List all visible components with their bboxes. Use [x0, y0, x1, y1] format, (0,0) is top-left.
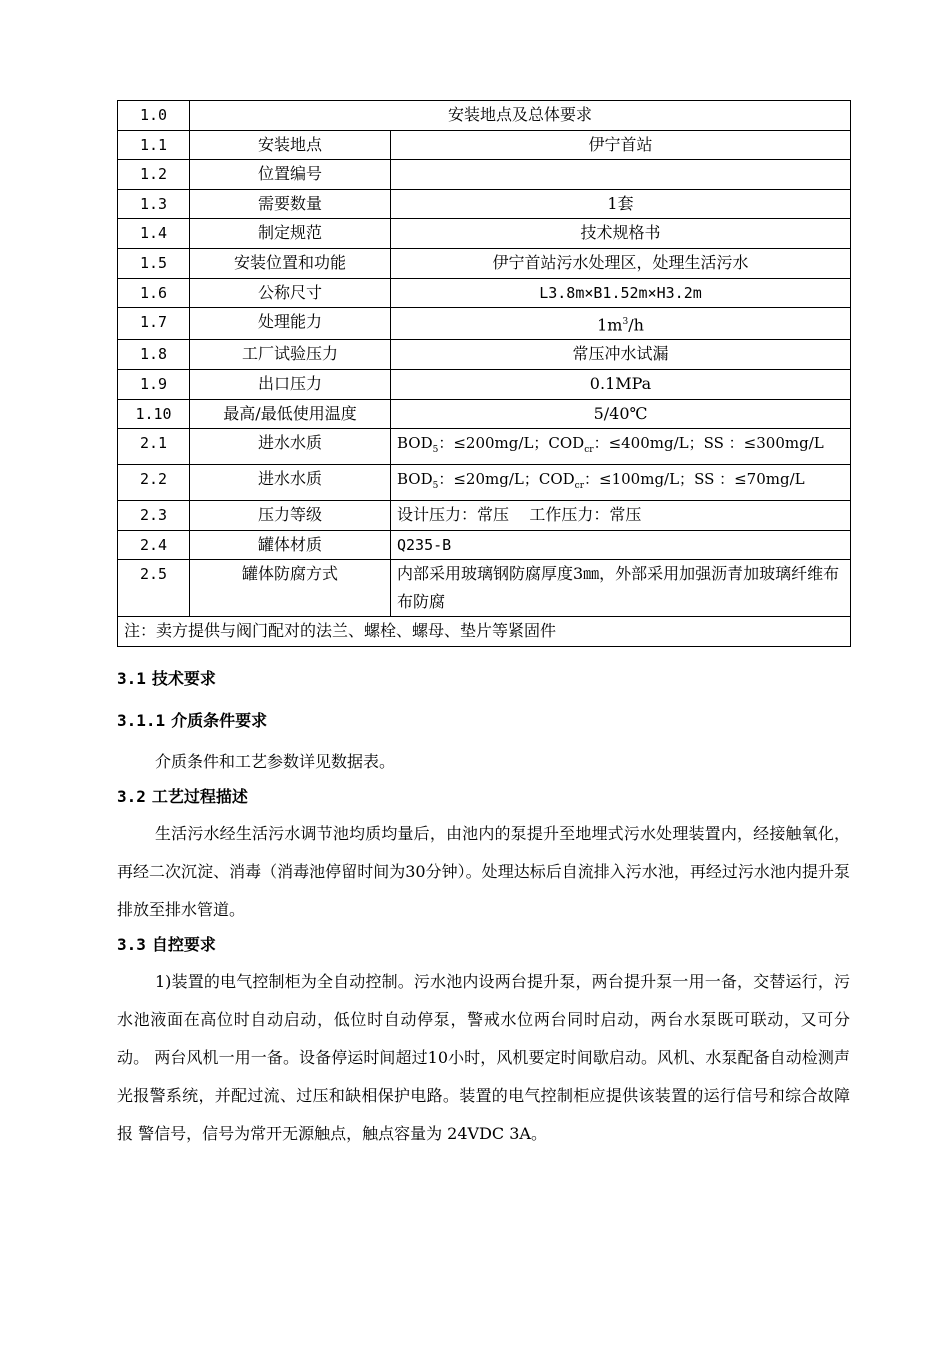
- row-value: 常压冲水试漏: [391, 340, 851, 370]
- row-value: L3.8m×B1.52m×H3.2m: [391, 278, 851, 308]
- capacity-superscript: 3: [622, 317, 629, 328]
- table-note-row: [118, 617, 851, 647]
- row-label: 压力等级: [190, 501, 391, 531]
- cod-label: COD: [538, 470, 575, 489]
- document-page: [117, 100, 850, 1153]
- section-heading: [117, 669, 850, 689]
- table-row: [118, 560, 851, 617]
- section-number: 3.1.1: [117, 711, 166, 731]
- row-label: 处理能力: [190, 308, 391, 340]
- row-label: 需要数量: [190, 189, 391, 219]
- row-number: 2.3: [118, 501, 190, 531]
- capacity-unit: /h: [628, 315, 644, 335]
- bod-subscript: 5: [432, 445, 439, 456]
- section-body: 介质条件和工艺参数详见数据表。: [155, 752, 396, 772]
- row-value: 内部采用玻璃钢防腐厚度3㎜，外部采用加强沥青加玻璃纤维布布防腐: [391, 560, 851, 617]
- row-label: 制定规范: [190, 219, 391, 249]
- row-value: [391, 429, 851, 465]
- row-number: 2.2: [118, 465, 190, 501]
- row-number: 1.6: [118, 278, 190, 308]
- table-row: [118, 501, 851, 531]
- row-number: 1.3: [118, 189, 190, 219]
- section-number: 3.3: [117, 935, 146, 955]
- row-value: 0.1MPa: [391, 370, 851, 400]
- row-value: 1套: [391, 189, 851, 219]
- row-value: [391, 160, 851, 190]
- cod-subscript: cr: [584, 445, 594, 456]
- cod-label: COD: [548, 434, 585, 453]
- row-label: 位置编号: [190, 160, 391, 190]
- table-row: [118, 248, 851, 278]
- section-heading: [117, 935, 850, 955]
- section-heading: [117, 711, 850, 731]
- table-row: [118, 429, 851, 465]
- section-number: 3.1: [117, 669, 146, 689]
- section-title: 技术要求: [151, 669, 216, 689]
- row-value: [391, 465, 851, 501]
- row-number: 1.4: [118, 219, 190, 249]
- ss-value: SS ：≤70mg/L: [694, 470, 805, 489]
- row-number: 1.10: [118, 399, 190, 429]
- row-value: 伊宁首站: [391, 130, 851, 160]
- section-title: 工艺过程描述: [151, 787, 248, 807]
- table-row: [118, 278, 851, 308]
- table-row: [118, 219, 851, 249]
- row-number: 2.5: [118, 560, 190, 617]
- table-row: [118, 399, 851, 429]
- bod-value: ：≤20mg/L；: [438, 470, 539, 489]
- table-row: [118, 130, 851, 160]
- table-row: [118, 465, 851, 501]
- section-heading: [117, 787, 850, 807]
- row-value: Q235-B: [391, 530, 851, 560]
- row-label: 罐体防腐方式: [190, 560, 391, 617]
- row-value: 技术规格书: [391, 219, 851, 249]
- section-number: 3.2: [117, 787, 146, 807]
- row-value: [391, 308, 851, 340]
- row-label: 最高/最低使用温度: [190, 399, 391, 429]
- row-number: 1.1: [118, 130, 190, 160]
- row-number: 1.8: [118, 340, 190, 370]
- section-body: 1)装置的电气控制柜为全自动控制。污水池内设两台提升泵，两台提升泵一用一备，交替运行，污水池液面在高位时自动启动，低位时自动停泵，警戒水位两台同时启动，两台水泵既可联动，又可分动。 两台风机一用一备。设备停运时间超过10小时，风机要定时间歇启动。风机、水泵配备自动检测声光报警系统，并配过流、过压和缺相保护电路。装置的电气控制柜应提供该装置的运行信号和综合故障报 警信号，信号为常开无源触点，触点容量为 24VDC 3A。: [117, 972, 850, 1144]
- table-row: [118, 308, 851, 340]
- table-row: [118, 370, 851, 400]
- row-number: 1.9: [118, 370, 190, 400]
- spec-table: [117, 100, 851, 647]
- cod-value: ：≤400mg/L；: [593, 434, 704, 453]
- row-value: 设计压力：常压 工作压力：常压: [391, 501, 851, 531]
- row-value: 5/40℃: [391, 399, 851, 429]
- row-label: 公称尺寸: [190, 278, 391, 308]
- ss-value: SS ：≤300mg/L: [703, 434, 824, 453]
- row-label: 安装位置和功能: [190, 248, 391, 278]
- row-label: 进水水质: [190, 465, 391, 501]
- row-label: 安装地点: [190, 130, 391, 160]
- row-label: 出口压力: [190, 370, 391, 400]
- row-number: 1.0: [118, 101, 190, 131]
- bod-value: ：≤200mg/L；: [438, 434, 549, 453]
- table-header-row: [118, 101, 851, 131]
- table-row: [118, 160, 851, 190]
- row-number: 1.7: [118, 308, 190, 340]
- table-note: 注：卖方提供与阀门配对的法兰、螺栓、螺母、垫片等紧固件: [118, 617, 851, 647]
- table-row: [118, 530, 851, 560]
- row-number: 1.5: [118, 248, 190, 278]
- section-body: 生活污水经生活污水调节池均质均量后，由池内的泵提升至地埋式污水处理装置内，经接触氧化，再经二次沉淀、消毒（消毒池停留时间为30分钟）。处理达标后自流排入污水池，再经过污水池内提升泵排放至排水管道。: [117, 824, 850, 920]
- table-row: [118, 340, 851, 370]
- section-title: 自控要求: [151, 935, 216, 955]
- cod-subscript: cr: [574, 481, 585, 492]
- row-number: 2.1: [118, 429, 190, 465]
- bod-label: BOD: [397, 470, 433, 489]
- row-label: 罐体材质: [190, 530, 391, 560]
- row-number: 1.2: [118, 160, 190, 190]
- capacity-value: 1m: [597, 315, 623, 335]
- row-value: 伊宁首站污水处理区，处理生活污水: [391, 248, 851, 278]
- cod-value: ：≤100mg/L；: [584, 470, 695, 489]
- row-label: 工厂试验压力: [190, 340, 391, 370]
- table-row: [118, 189, 851, 219]
- bod-subscript: 5: [432, 481, 439, 492]
- section-title: 介质条件要求: [171, 711, 268, 731]
- row-label: 进水水质: [190, 429, 391, 465]
- row-number: 2.4: [118, 530, 190, 560]
- table-title: 安装地点及总体要求: [190, 101, 851, 131]
- bod-label: BOD: [397, 434, 433, 453]
